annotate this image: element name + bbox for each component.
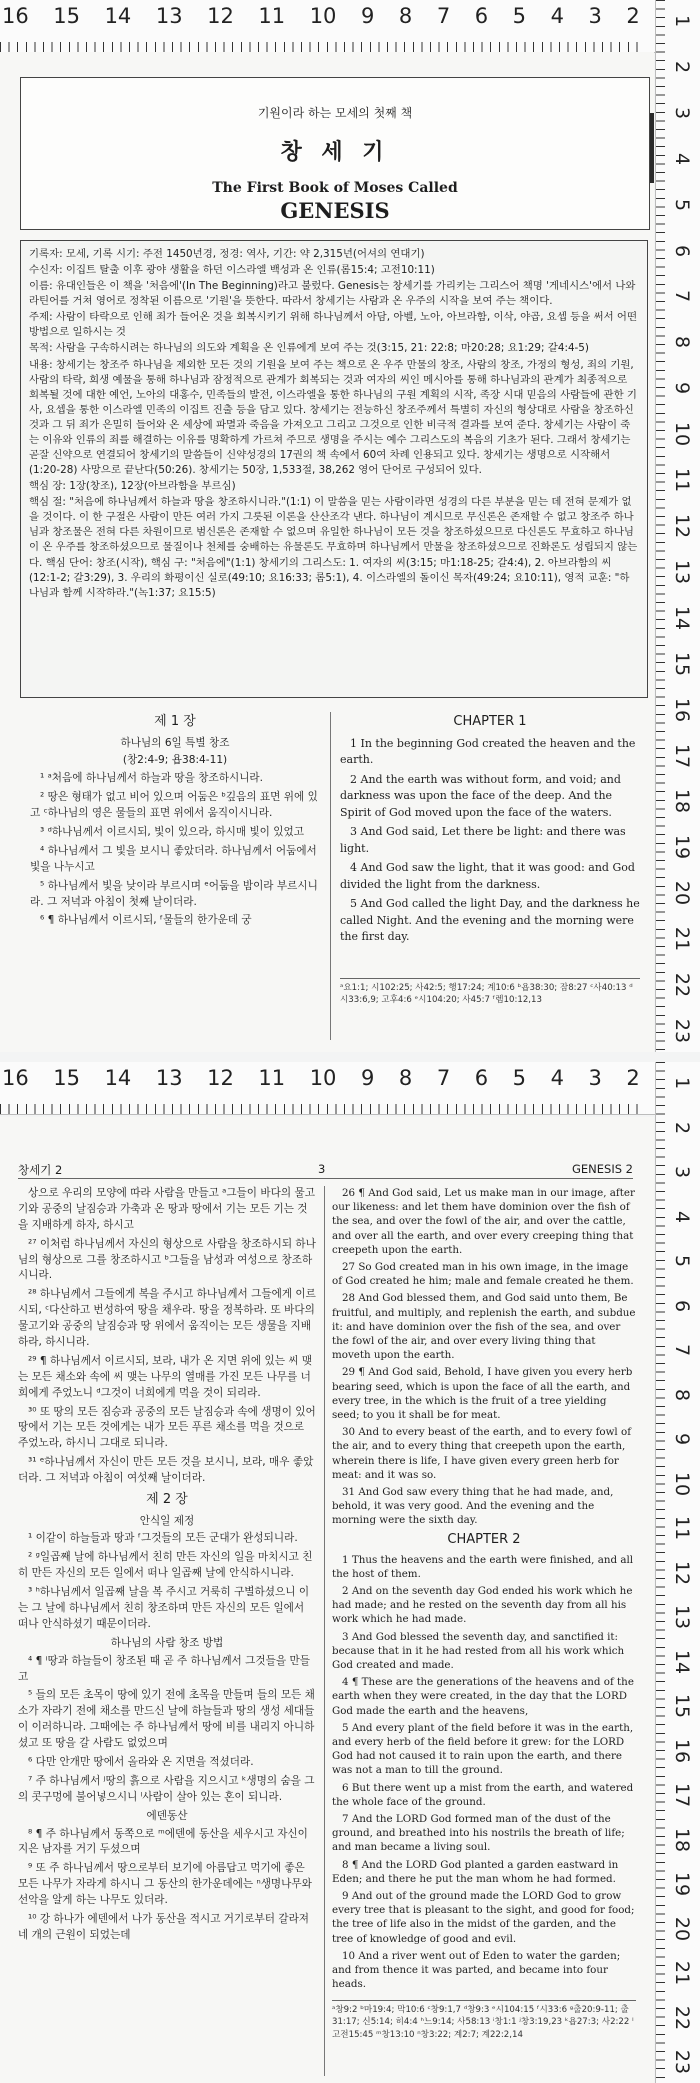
verse: ¹ ᵃ처음에 하나님께서 하늘과 땅을 창조하시니라. <box>40 772 264 785</box>
ruler-number: 16 <box>2 4 29 28</box>
verse: ³ ʰ하나님께서 일곱째 날을 복 주시고 거룩히 구별하셨으니 이는 그 날에 하나님께서 친히 창조하며 만든 자신의 모든 일에서 떠나 안식하셨기 때문이더라. <box>18 1586 310 1630</box>
running-header <box>18 1162 633 1179</box>
verse: ³ ᵈ하나님께서 이르시되, 빛이 있으라, 하시매 빛이 있었고 <box>40 825 304 838</box>
intro-paragraph: 내용: 창세기는 창조주 하나님을 제외한 모든 것의 기원을 보여 주는 책으로 온 우주 만물의 창조, 사람의 창조, 가정의 형성, 죄의 기원, 사람의 타락, 희생 예물을 통해 하나님과 잠정적으로 관계가 회복되는 것과 여자의 씨인 메시아를 통해 하나님과의 관계가 최종적으로 회복될 것에 대한 예언, 노아의 대홍수, 민족들의 발전, 이스라엘을 통한 하나님의 구원 계획의 시작, 족장 시대 믿음의 사람들에 관한 기사, 요셉을 통한 이스라엘 민족의 이집트 진출 등을 담고 있다. 창세기는 전능하신 창조주께서 특별히 자신의 형상대로 사람을 창조하신 것과 그 뒤 죄가 은밀히 들어와 온 세상에 파멸과 죽음을 가져오고 그리고 그것으로 인한 비극적 결과를 보여 준다. 창세기는 사람이 죽는 이유와 인류의 죄를 해결하는 이유를 명확하게 가르쳐 주므로 생명을 주시는 예수 그리스도의 복음의 기초가 된다. 그래서 창세기는 곧잘 신약으로 연결되어 창세기의 말씀들이 신약성경의 17권의 책 속에서 60여 차례 인용되고 있다. 창세기는 생명으로 시작해서(1:20-28) 사망으로 끝난다(50:26). 창세기는 50장, 1,533절, 38,262 영어 단어로 구성되어 있다. <box>29 358 637 477</box>
ruler-number: 14 <box>104 4 132 28</box>
english-column-page1 <box>340 710 640 972</box>
ruler-number: 20 <box>671 1916 693 1941</box>
ruler-number: 4 <box>671 152 693 165</box>
ruler-number: 6 <box>474 1066 489 1090</box>
english-column-page2 <box>332 1186 636 1996</box>
verse: 2 And the earth was without form, and void; and darkness was upon the face of the deep. And the Spirit of God moved upon the face of the waters. <box>340 772 621 819</box>
ruler-number: 17 <box>671 743 693 768</box>
verse: 6 But there went up a mist from the earth, and watered the whole face of the ground. <box>332 1781 634 1808</box>
title-box <box>20 77 650 230</box>
verse: ⁴ 하나님께서 그 빛을 보시니 좋았더라. 하나님께서 어둠에서 빛을 나누시고 <box>30 844 317 873</box>
verse: 1 Thus the heavens and the earth were finished, and all the host of them. <box>332 1553 634 1580</box>
verse: ⁴ ¶ ⁱ땅과 하늘들이 창조된 때 곧 주 하나님께서 그것들을 만들고 <box>18 1654 310 1683</box>
ruler-number: 12 <box>207 1066 234 1090</box>
verse: 10 And a river went out of Eden to water the garden; and from thence it was parted, and became into four heads. <box>332 1949 621 1991</box>
book-title-korean: 창 세 기 <box>280 140 390 165</box>
verse: ¹⁰ 강 하나가 에덴에서 나가 동산을 적시고 거기로부터 갈라져 네 개의 근원이 되었는데 <box>18 1913 310 1941</box>
intro-paragraph: 목적: 사람을 구속하시려는 하나님의 의도와 계획을 온 인류에게 보여 주는 것(3:15, 21: 22:8; 마20:28; 요1:29; 갈4:4-5) <box>29 342 589 355</box>
ruler-number: 6 <box>474 4 489 28</box>
ruler-number: 4 <box>671 1210 693 1223</box>
intro-paragraph: 기록자: 모세, 기록 시기: 주전 1450년경, 정경: 역사, 기간: 약 2,315년(어셔의 연대기) <box>29 248 425 260</box>
verse: 30 And to every beast of the earth, and to every fowl of the air, and to every thing that creepeth upon the earth, wherein there is life, I have given every green herb for meat: and it was so. <box>332 1426 632 1481</box>
verse: ⁹ 또 주 하나님께서 땅으로부터 보기에 아름답고 먹기에 좋은 모든 나무가 자라게 하시니 그 동산의 한가운데에는 ⁿ생명나무와 선악을 알게 하는 나무도 있더라. <box>18 1862 312 1907</box>
verse: 5 And every plant of the field before it was in the earth, and every herb of the field before it grew: for the LORD God had not caused it to rain upon the earth, and there was not a man to till the ground. <box>332 1721 634 1777</box>
verse: 2 And on the seventh day God ended his work which he had made; and he rested on the seventh day from all his work which he had made. <box>332 1585 633 1626</box>
ruler-number: 7 <box>671 290 693 303</box>
ruler-number: 12 <box>671 1560 693 1585</box>
ruler-number: 19 <box>671 835 693 860</box>
ruler-number: 8 <box>398 1066 413 1090</box>
ruler-number: 5 <box>671 198 693 211</box>
ruler-number: 17 <box>671 1782 693 1808</box>
ruler-number: 15 <box>53 1066 81 1090</box>
ruler-number: 4 <box>550 4 564 28</box>
footnotes-page2: ᵃ창9:2 ᵇ마19:4; 막10:6 ᶜ창9:1,7 ᵈ창9:3 ᵉ시104:15 ᶠ시33:6 ᵍ출20:9-11; 출31:17; 신5:14; 히4:4 ʰ느9:14; 사58:13 ⁱ창1:1 ʲ창3:19,23 ᵏ욥27:3; 사2:22 ˡ고전15:45 ᵐ창13:10 ⁿ창3:22; 계2:7; 계22:2,14 <box>332 2005 634 2040</box>
ruler-number: 7 <box>436 4 451 28</box>
ruler-number: 4 <box>550 1066 564 1090</box>
ruler-number: 3 <box>588 4 602 28</box>
footnote-rule <box>340 978 640 979</box>
section-heading: 안식일 제정 <box>139 1514 195 1527</box>
ruler-number: 10 <box>309 4 337 28</box>
ruler-number: 11 <box>258 1066 286 1090</box>
ruler-numbers <box>2 4 640 28</box>
verse: 상으로 우리의 모양에 따라 사람을 만들고 ᵃ그들이 바다의 물고기와 공중의 날짐승과 가축과 온 땅과 땅에서 기는 모든 기는 것을 지배하게 하자, 하시고 <box>18 1187 315 1231</box>
ruler-number: 11 <box>258 4 286 28</box>
verse: ⁸ ¶ 주 하나님께서 동쪽으로 ᵐ에덴에 동산을 세우시고 자신이 지은 남자를 거기 두셨으며 <box>18 1827 308 1856</box>
verse: 28 And God blessed them, and God said unto them, Be fruitful, and multiply, and replenish the earth, and subdue it: and have dominion over the fish of the sea, and over the fowl of the air, and over every living thing that moveth upon the earth. <box>332 1292 636 1362</box>
ruler-number: 20 <box>671 881 693 906</box>
ruler-ticks <box>0 42 640 52</box>
ruler-number: 22 <box>671 2005 693 2030</box>
ruler-number: 19 <box>671 1871 693 1897</box>
footnote-rule <box>332 2000 636 2001</box>
verse: ²⁸ 하나님께서 그들에게 복을 주시고 하나님께서 그들에게 이르시되, ᶜ다산하고 번성하여 땅을 채우라. 땅을 정복하라. 또 바다의 물고기와 공중의 날짐승과 땅 위에서 움직이는 모든 생물을 지배하라, 하시니라. <box>18 1288 316 1349</box>
verse: ² ᵍ일곱째 날에 하나님께서 친히 만든 자신의 일을 마치시고 친히 만든 자신의 모든 일에서 떠나 일곱째 날에 안식하시니라. <box>18 1551 313 1580</box>
ruler-number: 3 <box>671 106 693 119</box>
verse: ⁶ 다만 안개만 땅에서 올라와 온 지면을 적셨더라. <box>28 1756 254 1768</box>
ruler-number: 18 <box>671 789 693 814</box>
section-heading: 하나님의 사람 창조 방법 <box>110 1636 224 1649</box>
ruler-number: 9 <box>671 382 693 395</box>
verse: ⁵ 들의 모든 초목이 땅에 있기 전에 초목을 만들며 들의 모든 채소가 자라기 전에 채소를 만드신 날에 하늘들과 땅의 생성 세대들이 이러하니라. 그때에는 주 하나님께서 땅에 비를 내리지 아니하셨고 또 땅을 갈 사람도 없었으며 <box>18 1689 315 1750</box>
ruler-top <box>0 1062 700 1115</box>
ruler-number: 14 <box>671 1649 693 1674</box>
ruler-number: 8 <box>398 4 413 28</box>
ruler-numbers <box>2 1066 640 1090</box>
ruler-top <box>0 0 700 53</box>
section-heading: 하나님의 6일 특별 창조 <box>120 736 230 749</box>
ruler-number: 13 <box>671 1604 693 1630</box>
ruler-number: 6 <box>671 1299 693 1312</box>
ruler-number: 12 <box>207 4 234 28</box>
header-left: 창세기 2 <box>18 1163 63 1177</box>
ruler-number: 15 <box>53 4 81 28</box>
verse: ¹ 이같이 하늘들과 땅과 ᶠ그것들의 모든 군대가 완성되니라. <box>28 1532 298 1545</box>
verse: ²⁹ ¶ 하나님께서 이르시되, 보라, 내가 온 지면 위에 있는 씨 맺는 모든 채소와 속에 씨 맺는 나무의 열매를 가진 모든 나무를 너희에게 주었노니 ᵈ그것이 너희에게 먹을 것이 되리라. <box>18 1354 313 1399</box>
korean-column-page2 <box>18 1186 316 2076</box>
ruler-number: 5 <box>512 1066 527 1090</box>
verse: 3 And God blessed the seventh day, and sanctified it: because that in it he had rested from all his work which God created and made. <box>332 1630 625 1672</box>
ruler-ticks <box>0 1104 640 1114</box>
intro-paragraph: 이름: 유대인들은 이 책을 '처음에'(In The Beginning)라고 불렀다. Genesis는 창세기를 가리키는 그리스어 책명 '게네시스'에서 나와 라틴어를 거쳐 영어로 정착된 이름으로 '기원'을 뜻한다. 따라서 창세기는 사람과 온 우주의 시작을 보여 주는 책이다. <box>29 280 636 308</box>
ruler-number: 1 <box>671 14 693 28</box>
ruler-number: 7 <box>671 1343 693 1357</box>
ruler-number: 8 <box>671 1388 693 1401</box>
ruler-number: 13 <box>671 559 693 584</box>
ruler-side <box>655 1062 700 2083</box>
chapter-heading-english: CHAPTER 1 <box>453 714 527 729</box>
ruler-side-numbers <box>668 1072 696 2073</box>
verse: 5 And God called the light Day, and the darkness he called Night. And the evening and the morning were the first day. <box>340 897 640 943</box>
ruler-number: 16 <box>671 1738 693 1763</box>
ruler-number: 14 <box>671 605 693 630</box>
verse: ³¹ ᵉ하나님께서 자신이 만든 모든 것을 보시니, 보라, 매우 좋았더라. 그 저녁과 아침이 여섯째 날이더라. <box>18 1456 314 1485</box>
ruler-number: 11 <box>671 1515 693 1541</box>
book-subtitle: 기원이라 하는 모세의 첫째 책 <box>257 106 413 120</box>
ruler-number: 13 <box>155 1066 183 1090</box>
ruler-number: 18 <box>671 1827 693 1852</box>
ruler-side-ticks <box>656 1062 665 2083</box>
book-introduction <box>20 240 648 698</box>
verse: ²⁷ 이처럼 하나님께서 자신의 형상으로 사람을 창조하시되 하나님의 형상으로 그를 창조하시고 ᵇ그들을 남성과 여성으로 창조하시니라. <box>18 1237 316 1282</box>
column-divider <box>324 1186 325 2076</box>
verse: 27 So God created man in his own image, in the image of God created he him; male and female created he them. <box>332 1261 634 1288</box>
section-heading: 에덴동산 <box>146 1809 188 1822</box>
ruler-number: 9 <box>360 1066 375 1090</box>
verse: 29 ¶ And God said, Behold, I have given you every herb bearing seed, which is upon the face of all the earth, and every tree, in the which is the fruit of a tree yielding seed; to you it shall be for meat. <box>332 1366 633 1422</box>
book-title-english-line: The First Book of Moses Called <box>212 180 458 196</box>
ruler-number: 9 <box>671 1432 693 1446</box>
page-number: 3 <box>318 1162 326 1176</box>
verse: 26 ¶ And God said, Let us make man in our image, after our likeness: and let them have dominion over the fish of the sea, and over the fowl of the air, and over the cattle, and over all the earth, and over every creeping thing that creepeth upon the earth. <box>332 1187 635 1256</box>
ruler-number: 22 <box>671 972 693 998</box>
ruler-number: 10 <box>309 1066 337 1090</box>
ruler-number: 15 <box>671 651 693 676</box>
chapter-heading-korean: 제 2 장 <box>146 1492 188 1508</box>
verse: ⁷ 주 하나님께서 ʲ땅의 흙으로 사람을 지으시고 ᵏ생명의 숨을 그의 콧구멍에 불어넣으시니 ˡ사람이 살아 있는 혼이 되니라. <box>18 1774 315 1803</box>
ruler-number: 9 <box>360 4 375 28</box>
ruler-number: 13 <box>155 4 183 28</box>
ruler-number: 3 <box>671 1165 693 1179</box>
ruler-number: 2 <box>671 60 693 73</box>
verse: 7 And the LORD God formed man of the dust of the ground, and breathed into his nostrils the breath of life; and man became a living soul. <box>332 1813 625 1854</box>
ruler-number: 5 <box>671 1254 693 1268</box>
ruler-number: 11 <box>671 467 693 493</box>
ruler-number: 23 <box>671 1018 693 1044</box>
ruler-number: 16 <box>671 697 693 722</box>
ruler-side <box>655 0 700 1052</box>
section-refs: (창2:4-9; 욥38:4-11) <box>122 754 228 767</box>
verse: 31 And God saw every thing that he had made, and, behold, it was very good. And the evening and the morning were the sixth day. <box>332 1486 614 1527</box>
ruler-number: 2 <box>671 1121 693 1134</box>
verse: ⁶ ¶ 하나님께서 이르시되, ᶠ물들의 한가운데 궁 <box>40 914 252 927</box>
chapter-heading-korean: 제 1 장 <box>154 714 196 729</box>
ruler-number: 21 <box>671 927 693 952</box>
verse: ³⁰ 또 땅의 모든 짐승과 공중의 모든 날짐승과 속에 생명이 있어 땅에서 기는 모든 것에게는 내가 모든 푸른 채소를 먹을 것으로 주었노라, 하시니 그대로 되니라. <box>18 1405 316 1450</box>
book-title-english-name: GENESIS <box>280 198 390 223</box>
ruler-number: 21 <box>671 1960 693 1986</box>
column-divider <box>330 712 331 1040</box>
verse: 4 And God saw the light, that it was good: and God divided the light from the darkness. <box>340 861 635 891</box>
verse: ² 땅은 형태가 없고 비어 있으며 어둠은 ᵇ깊음의 표면 위에 있고 ᶜ하나님의 영은 물들의 표면 위에서 움직이시니라. <box>30 791 318 820</box>
intro-paragraph: 수신자: 이집트 탈출 이후 광야 생활을 하던 이스라엘 백성과 온 인류(롬15:4; 고전10:11) <box>29 264 435 277</box>
ruler-number: 2 <box>626 4 640 28</box>
ruler-number: 16 <box>2 1066 29 1090</box>
ruler-number: 14 <box>104 1066 132 1090</box>
ruler-side-ticks <box>656 0 665 1052</box>
ruler-number: 3 <box>588 1066 602 1090</box>
ruler-number: 23 <box>671 2049 693 2075</box>
verse: 3 And God said, Let there be light: and there was light. <box>340 825 626 855</box>
korean-column-page1 <box>30 710 320 1042</box>
ruler-number: 5 <box>512 4 527 28</box>
intro-paragraph: 핵심 장: 1장(창조), 12장(아브라함을 부르심) <box>29 480 236 493</box>
ruler-number: 15 <box>671 1693 693 1719</box>
ruler-side-numbers <box>668 10 696 1042</box>
intro-paragraph: 핵심 절: "처음에 하나님께서 하늘과 땅을 창조하시니라."(1:1) 이 말씀을 믿는 사람이라면 성경의 다른 부분을 믿는 데 전혀 문제가 없을 것이다. 이 한 구절은 사람이 만든 여러 가지 그릇된 이론을 산산조각 낸다. 하나님이 계시므로 무신론은 존재할 수 없고 창조주 하나님과 창조물은 전혀 다른 차원이므로 범신론은 존재할 수 없으며 유일한 하나님이 모든 것을 창조하셨으므로 다신론도 무효하고 하나님이 온 우주를 창조하셨으므로 물질이나 천체를 숭배하는 유물론도 무효하며 하나님께서 만물을 창조하셨으므로 진화론도 성립되지 않는다. 핵심 단어: 창조(시작), 핵심 구: "처음에"(1:1) 창세기의 그리스도: 1. 여자의 씨(3:15; 마1:18-25; 갈4:4), 2. 아브라함의 씨(12:1-2; 갈3:29), 3. 우리의 화평이신 실로(49:10; 요16:33; 롬5:1), 4. 이스라엘의 돌이신 목자(49:24; 요10:11), 영적 교훈: "하나님과 함께 시작하라."(녹1:37; 요15:5) <box>29 496 638 599</box>
chapter-heading-english: CHAPTER 2 <box>447 1531 521 1547</box>
verse: 1 In the beginning God created the heaven and the earth. <box>340 736 636 766</box>
ruler-number: 8 <box>671 336 693 349</box>
ruler-number: 1 <box>671 1076 693 1090</box>
footnotes-page1: ᵃ요1:1; 시102:25; 사42:5; 행17:24; 계10:6 ᵇ욥38:30; 잠8:27 ᶜ사40:13 ᵈ시33:6,9; 고후4:6 ᵉ시104:20; 사45:7 ᶠ렘10:12,13 <box>340 983 633 1006</box>
ruler-number: 6 <box>671 244 693 257</box>
intro-paragraph: 주제: 사람이 타락으로 인해 죄가 들어온 것을 회복시키기 위해 하나님께서 아담, 아벨, 노아, 아브라함, 이삭, 야곱, 요셉 등을 써서 어떤 방법으로 일하시는 것 <box>29 311 638 339</box>
verse: 9 And out of the ground made the LORD God to grow every tree that is pleasant to the sight, and good for food; the tree of life also in the midst of the garden, and the tree of knowledge of good and evil. <box>332 1890 635 1945</box>
ruler-number: 10 <box>671 422 693 447</box>
ruler-number: 10 <box>671 1471 693 1496</box>
verse: 8 ¶ And the LORD God planted a garden eastward in Eden; and there he put the man whom he had formed. <box>332 1858 619 1885</box>
ruler-number: 7 <box>436 1066 451 1090</box>
verse: ⁵ 하나님께서 빛을 낮이라 부르시며 ᵉ어둠을 밤이라 부르시니라. 그 저녁과 아침이 첫째 날이더라. <box>30 879 318 908</box>
verse: 4 ¶ These are the generations of the heavens and of the earth when they were created, in the day that the LORD God made the earth and the heavens, <box>332 1676 634 1717</box>
ruler-number: 12 <box>671 513 693 539</box>
ruler-number: 2 <box>626 1066 640 1090</box>
header-right: GENESIS 2 <box>571 1162 633 1176</box>
